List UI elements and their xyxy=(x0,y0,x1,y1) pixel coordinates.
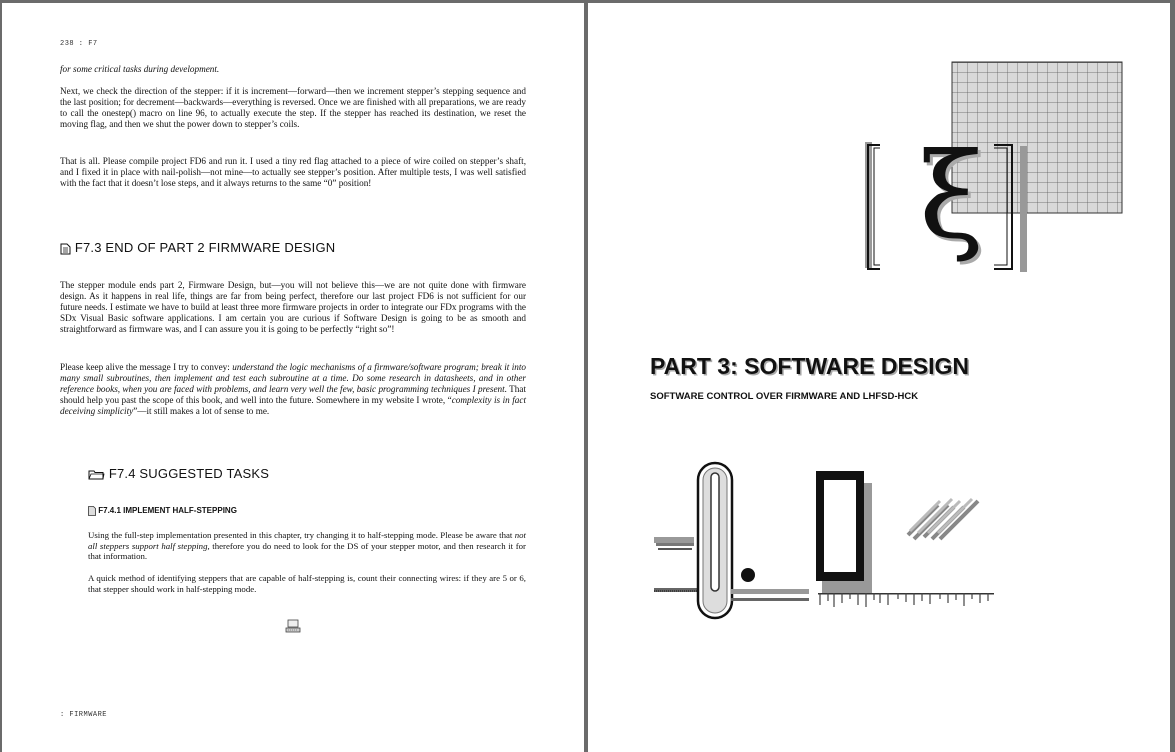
part-title: PART 3: SOFTWARE DESIGN xyxy=(650,353,970,379)
left-page xyxy=(2,3,584,752)
paragraph: Please keep alive the message I try to convey: understand the logic mechanisms of a firmware/software program; break it into many small subroutines, then implement and test each subroutine at a time. Do some research in datasheets, and in other reference books, when you are faced with problems, and learn very well the few, basic programming techniques I present. That should help you past the scope of this book, and well into the future. Somewhere in my website I wrote, “complexity is in fact deceiving simplicity”—it still makes a lot of sense to me. xyxy=(60,362,527,416)
section-heading-f7-4: F7.4 SUGGESTED TASKS xyxy=(88,466,269,481)
document-icon xyxy=(60,240,71,255)
xi-glyph-logo: ξ xyxy=(919,127,984,265)
paragraph: The stepper module ends part 2, Firmware Design, but—you will not believe this—we are not quite done with firmware design. As it happens in real life, things are far from being perfect, therefore our last project FD6 is not sufficient for our future needs. I estimate we have to build at least three more firmware projects in order to integrate our FDx programs with the SDx Visual Basic software applications. I am certain you are curious if Software Design is going to be as smooth and straightforward as firmware was, and I can assure you it is going to be perfectly “right so”! xyxy=(60,280,526,334)
page-header: 238 : F7 xyxy=(60,40,98,48)
page-footer: : FIRMWARE xyxy=(60,711,108,719)
computer-icon xyxy=(285,619,301,638)
right-page xyxy=(588,3,1170,752)
paragraph: Next, we check the direction of the stepper: if it is increment—forward—then we increment stepper’s stepping sequence and the last position; for decrement—backwards—everything is reversed. Once we are finished with all preparations, we are ready to call the onestep() macro on line 96, to actually execute the step. If the stepper has reached its destination, we reset the moving flag, and then we shut the power down to stepper’s coils. xyxy=(60,86,526,129)
part-subtitle: SOFTWARE CONTROL OVER FIRMWARE AND LHFSD-HCK xyxy=(650,391,919,402)
folder-icon xyxy=(88,466,105,481)
paragraph: Using the full-step implementation presented in this chapter, try changing it to half-stepping mode. Please be aware that not all steppers support half stepping, therefore you do need to look for the DS of your stepper motor, and then research it for that information. xyxy=(88,530,526,562)
part-decoration-graphic xyxy=(588,453,1170,623)
page-icon xyxy=(88,506,96,515)
part-logo-graphic xyxy=(588,3,1170,283)
section-heading-f7-3: F7.3 END OF PART 2 FIRMWARE DESIGN xyxy=(60,240,335,255)
intro-line: for some critical tasks during development. xyxy=(60,64,220,74)
paragraph: A quick method of identifying steppers that are capable of half-stepping is, count their connecting wires: if they are 5 or 6, that stepper should work in half-stepping mode. xyxy=(88,573,526,594)
paragraph: That is all. Please compile project FD6 and run it. I used a tiny red flag attached to a piece of wire coiled on stepper’s shaft, and I fixed it in place with nail-polish—not mine—to actually see stepper’s position. After multiple tests, I was well satisfied with the fact that it doesn’t lose steps, and it always returns to the same “0” position! xyxy=(60,156,526,188)
subsection-heading-f7-4-1: F7.4.1 IMPLEMENT HALF-STEPPING xyxy=(88,506,237,516)
